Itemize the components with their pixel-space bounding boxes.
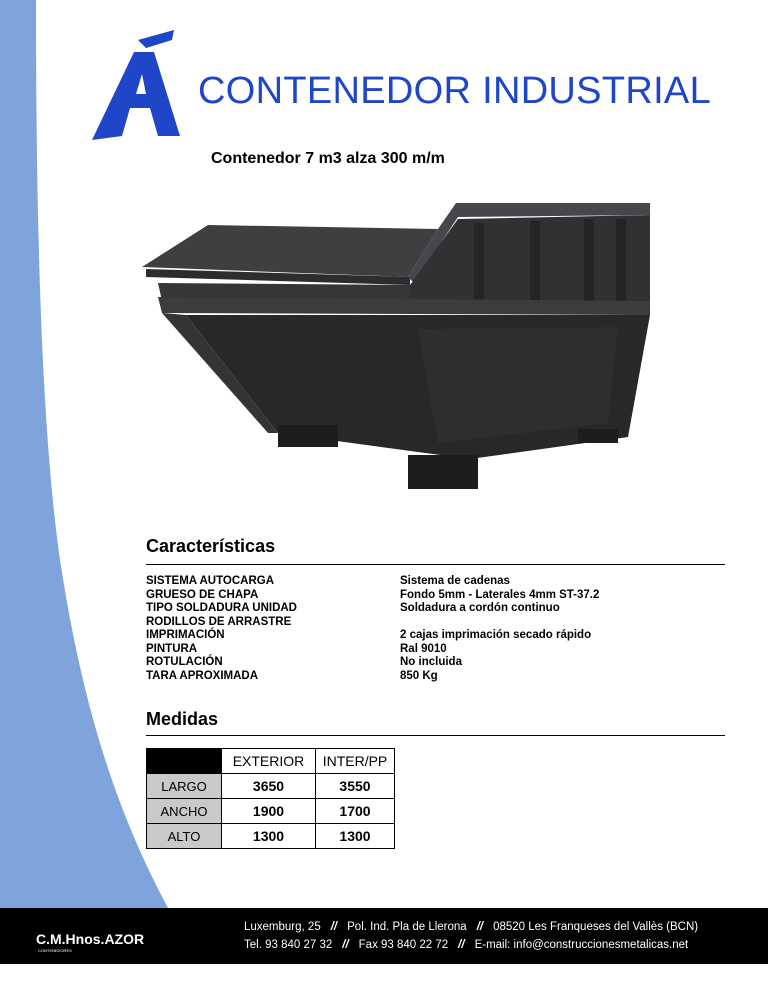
measures-col-header: EXTERIOR — [222, 749, 316, 774]
spec-value: 2 cajas imprimación secado rápido — [400, 629, 592, 641]
measure-value: 3650 — [222, 774, 316, 799]
company-logo — [36, 922, 176, 954]
table-row — [147, 824, 395, 849]
measures-heading: Medidas — [146, 709, 219, 729]
measures-row-header: ANCHO — [147, 799, 222, 824]
footer-city: 08520 Les Franqueses del Vallès (BCN) — [493, 921, 699, 933]
spec-label: IMPRIMACIÓN — [146, 629, 225, 641]
table-row — [147, 799, 395, 824]
spec-label: SISTEMA AUTOCARGA — [146, 575, 274, 587]
footer-industrial-park: Pol. Ind. Pla de Llerona — [347, 921, 467, 933]
brand-a-logo — [88, 28, 188, 150]
footer-separator: // — [476, 921, 484, 933]
characteristics-divider — [146, 564, 725, 565]
footer-street: Luxemburg, 25 — [244, 921, 321, 933]
footer-bar — [0, 908, 768, 964]
measures-row-header: ALTO — [147, 824, 222, 849]
footer-separator: // — [458, 939, 465, 951]
spec-label: TIPO SOLDADURA UNIDAD — [146, 602, 297, 614]
measures-divider — [146, 735, 725, 736]
footer-separator: // — [330, 921, 338, 933]
spec-label: PINTURA — [146, 642, 198, 655]
svg-text:CONTENEDORES: CONTENEDORES — [38, 948, 72, 953]
measure-value: 1300 — [222, 824, 316, 849]
footer-phone: Tel. 93 840 27 32 — [244, 939, 333, 951]
product-subtitle: Contenedor 7 m3 alza 300 m/m — [211, 150, 445, 167]
measures-row-header: LARGO — [147, 774, 222, 799]
footer-contact — [244, 918, 698, 954]
measure-value: 1900 — [222, 799, 316, 824]
characteristics-values — [400, 575, 599, 683]
spec-label: TARA APROXIMADA — [146, 669, 259, 682]
spec-value: Fondo 5mm - Laterales 4mm ST-37.2 — [400, 588, 600, 601]
measures-corner-cell — [147, 749, 222, 774]
svg-text:C.M.Hnos.AZOR: C.M.Hnos.AZOR — [36, 931, 145, 947]
spec-value: Ral 9010 — [400, 642, 447, 655]
spec-label: ROTULACIÓN — [146, 656, 223, 668]
characteristics-heading: Características — [146, 536, 276, 556]
spec-label: GRUESO DE CHAPA — [146, 588, 259, 601]
document-title: CONTENEDOR INDUSTRIAL — [198, 70, 712, 112]
footer-fax: Fax 93 840 22 72 — [358, 939, 449, 951]
container-photo — [138, 197, 666, 497]
measures-col-header: INTER/PP — [316, 749, 395, 774]
spec-value — [400, 616, 599, 630]
measure-value: 1700 — [316, 799, 395, 824]
spec-value: Sistema de cadenas — [400, 575, 510, 587]
footer-separator: // — [342, 939, 349, 951]
table-row — [147, 774, 395, 799]
spec-value: Soldadura a cordón continuo — [400, 602, 560, 614]
footer-email: E-mail: info@construccionesmetalicas.net — [474, 939, 689, 951]
spec-label: RODILLOS DE ARRASTRE — [146, 615, 292, 628]
measures-table — [146, 748, 395, 849]
footer-line-contact — [244, 936, 698, 954]
spec-value: No incluida — [400, 656, 462, 668]
spec-value: 850 Kg — [400, 669, 438, 682]
measures-header-row — [147, 749, 395, 774]
characteristics-labels — [146, 575, 297, 683]
measure-value: 3550 — [316, 774, 395, 799]
measure-value: 1300 — [316, 824, 395, 849]
footer-line-address — [244, 918, 698, 936]
